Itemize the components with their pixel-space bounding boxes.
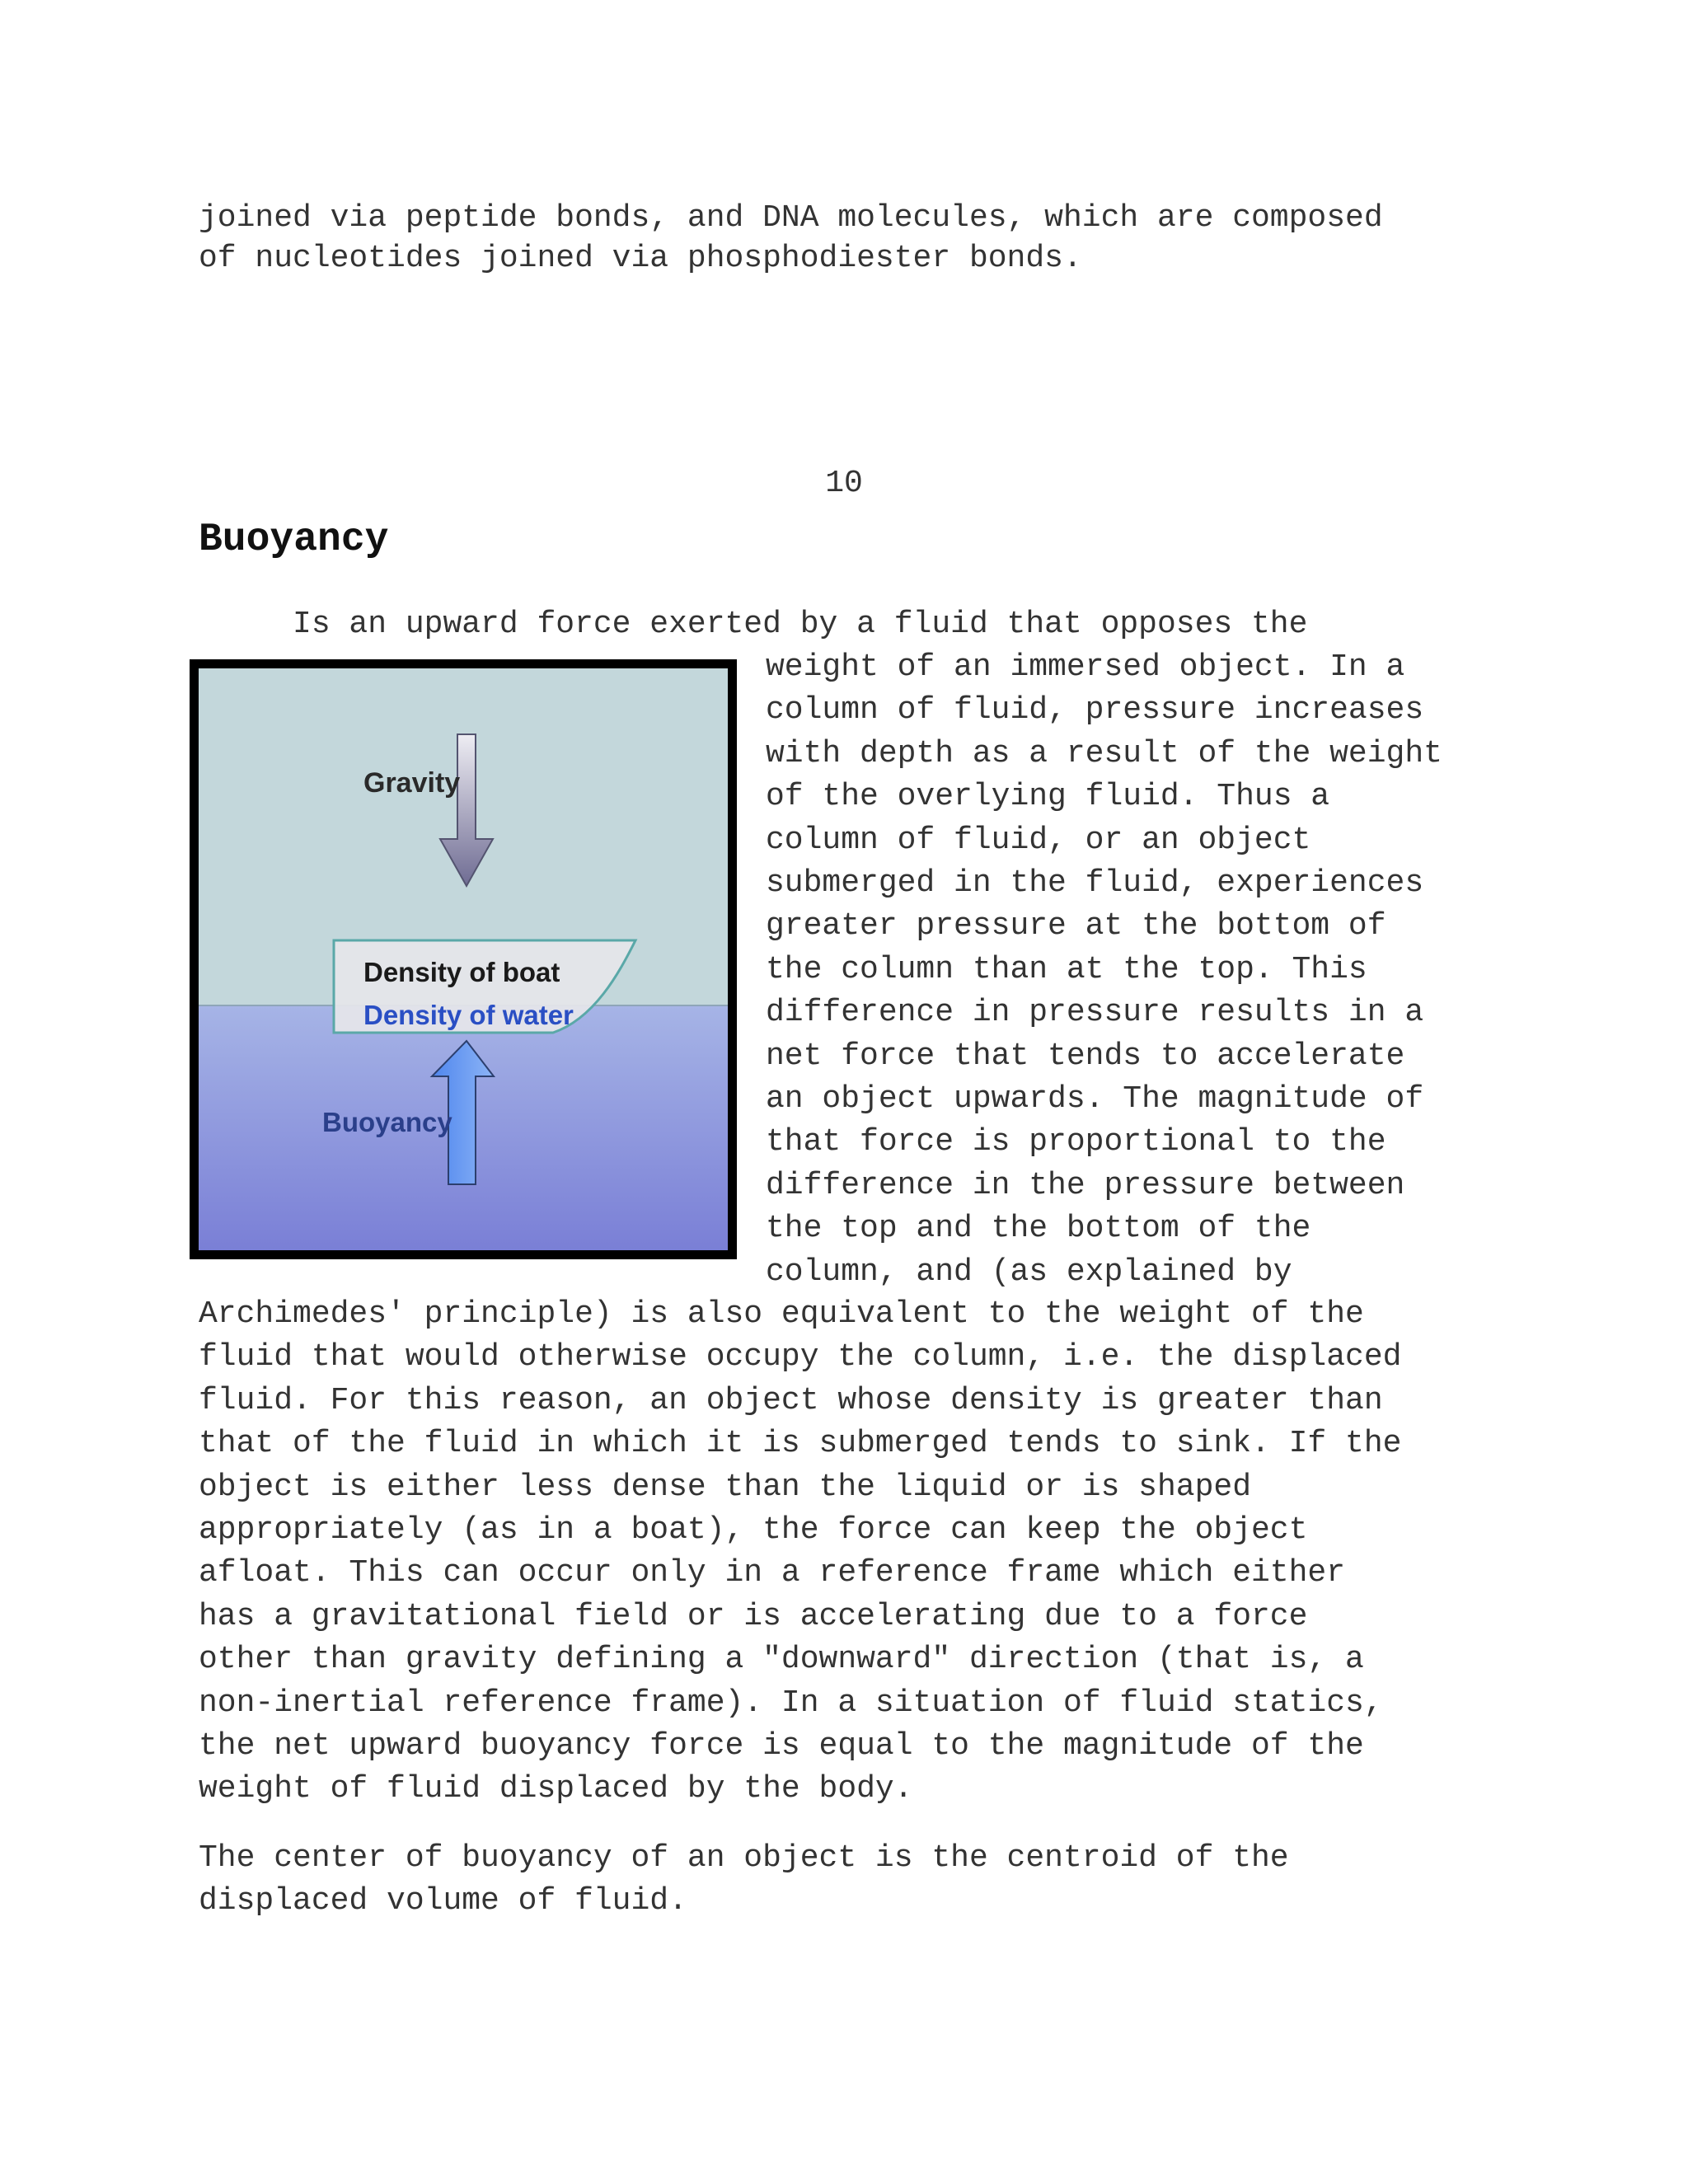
carryover-paragraph: joined via peptide bonds, and DNA molecules, which are composed of nucleotides joined via phosphodiester bonds. — [199, 200, 1383, 276]
paragraph-wrapped-text: weight of an immersed object. In a column of fluid, pressure increases with depth as a result of the weight of the overlying fluid. Thus a column of fluid, or an object submerged in the fluid, experiences greater pressure at the bottom of the column than at the top. This difference in pressure results in a net force that tends to accelerate an object upwards. The magnitude of that force is proportional to the difference in the pressure between the top and the bottom of the column, and (as explained by — [766, 649, 1442, 1290]
center-of-buoyancy-paragraph: The center of buoyancy of an object is the centroid of the displaced volume of fluid. — [199, 1840, 1289, 1919]
section-heading: Buoyancy — [199, 518, 389, 562]
paragraph-first-line: Is an upward force exerted by a fluid that opposes the — [199, 607, 1308, 642]
paragraph-full-width-text: Archimedes' principle) is also equivalent to the weight of the fluid that would otherwise occupy the column, i.e. the displaced fluid. For this reason, an object whose density is greater than that of the fluid in which it is submerged tends to sink. If the object is either less dense than the liquid or is shaped appropriately (as in a boat), the force can keep the object afloat. This can occur only in a reference frame which either has a gravitational field or is accelerating due to a force other than gravity defining a "downward" direction (that is, a non-inertial reference frame). In a situation of fluid statics, the net upward buoyancy force is equal to the magnitude of the weight of fluid displaced by the body. — [199, 1296, 1402, 1807]
density-of-water-label: Density of water — [363, 1000, 574, 1030]
page-number: 10 — [825, 466, 863, 501]
gravity-label: Gravity — [363, 767, 461, 799]
density-of-boat-label: Density of boat — [363, 957, 560, 987]
buoyancy-figure — [190, 659, 737, 1259]
buoyancy-diagram — [199, 668, 728, 1250]
buoyancy-label: Buoyancy — [322, 1107, 452, 1137]
